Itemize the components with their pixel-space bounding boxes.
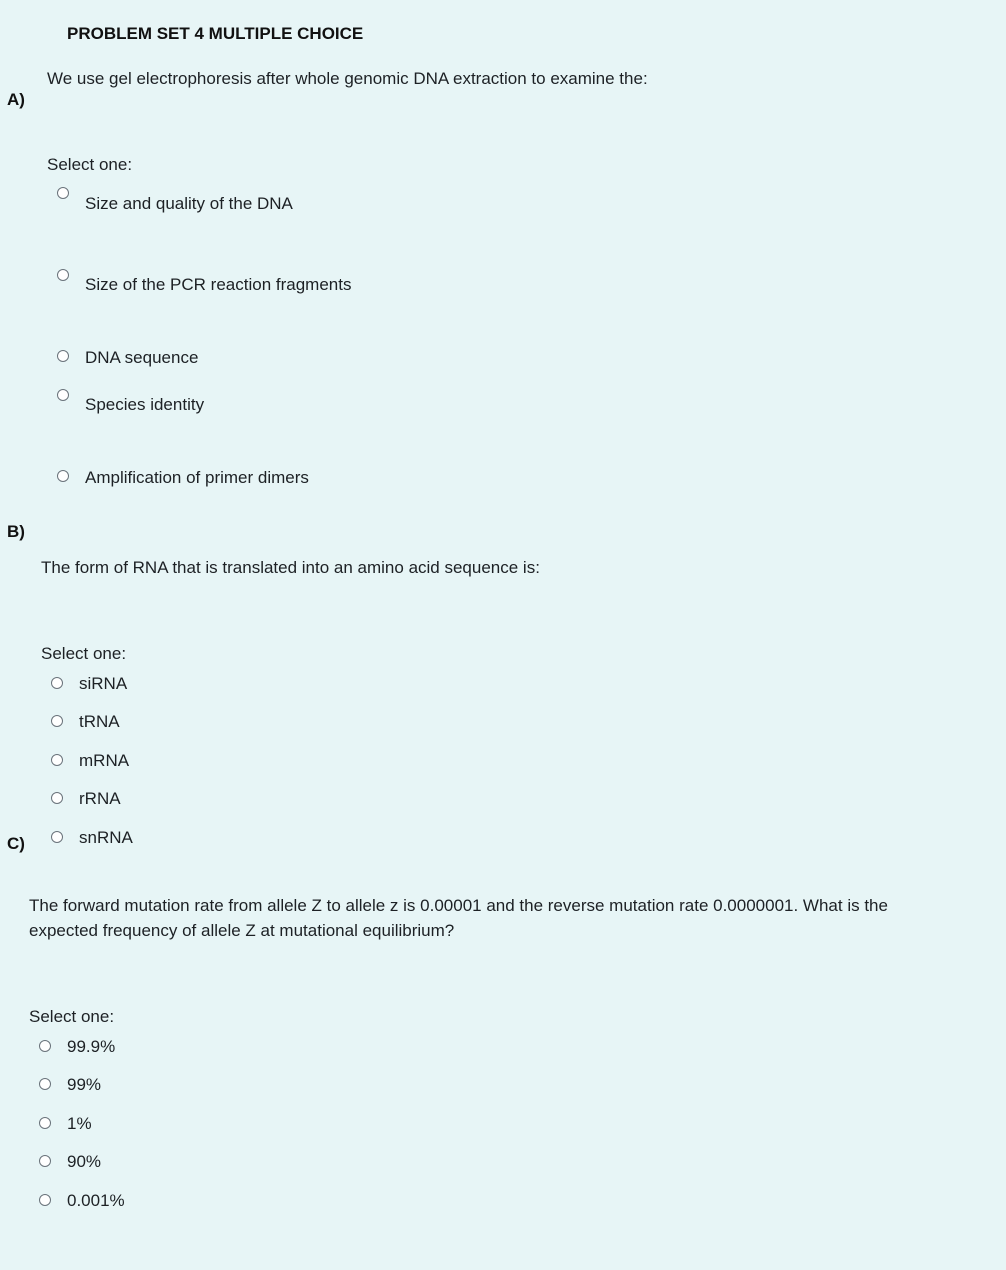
question-b-option-4-label[interactable]: rRNA <box>79 789 121 808</box>
question-a-text: We use gel electrophoresis after whole genomic DNA extraction to examine the: <box>47 69 648 88</box>
question-b-select-one: Select one: <box>41 644 127 663</box>
question-a-option-2-label[interactable]: Size of the PCR reaction fragments <box>85 275 352 294</box>
question-c-option-2-radio[interactable] <box>39 1078 51 1090</box>
question-c-option-4-radio[interactable] <box>39 1155 51 1167</box>
question-c-option-4-label[interactable]: 90% <box>67 1152 102 1171</box>
question-c-select-one: Select one: <box>29 1007 115 1026</box>
question-a-option-1-label[interactable]: Size and quality of the DNA <box>85 194 293 213</box>
question-c-option-3-label[interactable]: 1% <box>67 1114 92 1133</box>
question-a-option-1-radio[interactable] <box>57 187 69 199</box>
question-b-option-2-radio[interactable] <box>51 715 63 727</box>
question-c-option-5-label[interactable]: 0.001% <box>67 1191 125 1210</box>
question-a-option-3-radio[interactable] <box>57 350 69 362</box>
question-c-option-3-radio[interactable] <box>39 1117 51 1129</box>
page-title: PROBLEM SET 4 MULTIPLE CHOICE <box>67 24 364 43</box>
question-a-option-3-label[interactable]: DNA sequence <box>85 348 199 367</box>
question-b-option-1-radio[interactable] <box>51 677 63 689</box>
question-b-option-5-radio[interactable] <box>51 831 63 843</box>
question-b-option-2-label[interactable]: tRNA <box>79 712 120 731</box>
question-b-text: The form of RNA that is translated into an amino acid sequence is: <box>41 558 540 577</box>
question-c-option-1-label[interactable]: 99.9% <box>67 1037 116 1056</box>
question-b-option-1-label[interactable]: siRNA <box>79 674 128 693</box>
question-a-option-5-radio[interactable] <box>57 470 69 482</box>
question-c-letter: C) <box>7 834 25 853</box>
question-c-text: The forward mutation rate from allele Z to allele z is 0.00001 and the reverse mutation rate 0.0000001. What is the expected frequency of allele Z at mutational equilibrium? <box>29 896 888 940</box>
question-a-option-4-radio[interactable] <box>57 389 69 401</box>
question-b-option-5-label[interactable]: snRNA <box>79 828 133 847</box>
question-b-option-3-radio[interactable] <box>51 754 63 766</box>
question-b-letter: B) <box>7 522 25 541</box>
question-c-option-1-radio[interactable] <box>39 1040 51 1052</box>
question-c-option-2-label[interactable]: 99% <box>67 1075 102 1094</box>
question-a-select-one: Select one: <box>47 155 133 174</box>
question-b-option-3-label[interactable]: mRNA <box>79 751 130 770</box>
question-a-option-2-radio[interactable] <box>57 269 69 281</box>
question-a-option-5-label[interactable]: Amplification of primer dimers <box>85 468 309 487</box>
question-c-option-5-radio[interactable] <box>39 1194 51 1206</box>
question-a-letter: A) <box>7 90 25 109</box>
question-a-option-4-label[interactable]: Species identity <box>85 395 205 414</box>
question-b-option-4-radio[interactable] <box>51 792 63 804</box>
